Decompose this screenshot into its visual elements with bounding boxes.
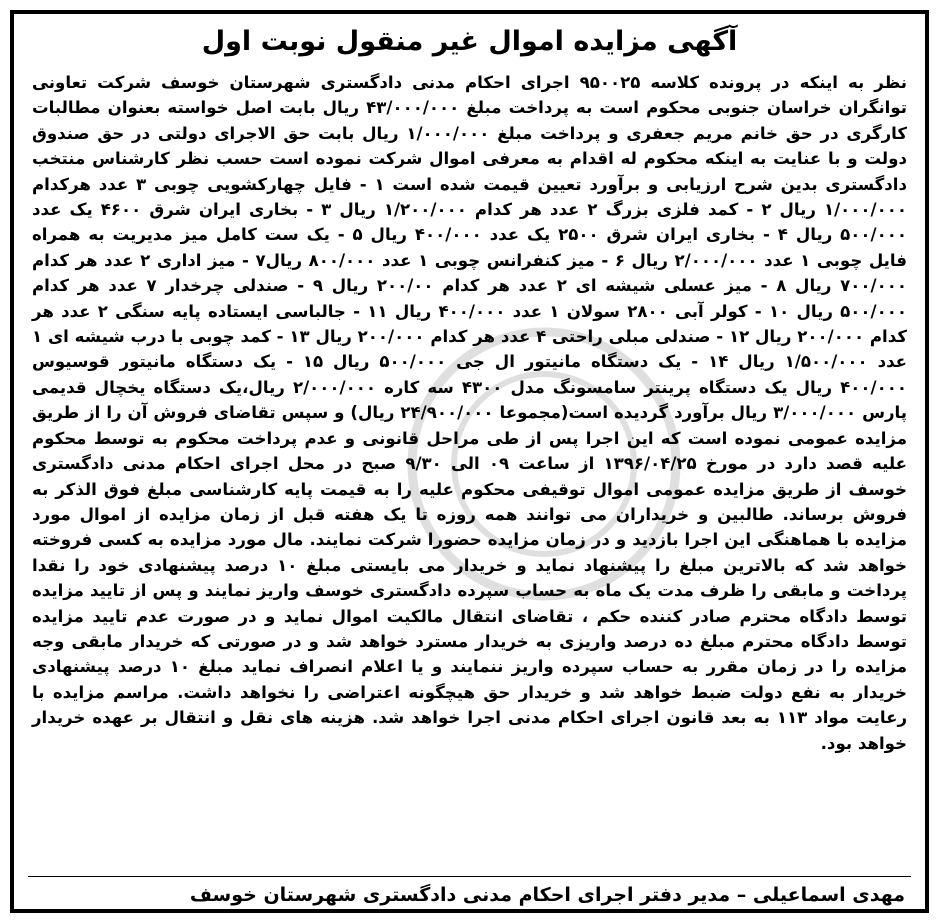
signature-divider: [28, 876, 911, 877]
notice-frame: [10, 10, 929, 913]
notice-body: نظر به اینکه در پرونده کلاسه ۹۵۰۰۲۵ اجرای احکام مدنی دادگستری شهرستان خوسف شرکت تعاونی توانگران خراسان جنوبی محکوم است به پرداخت مبلغ ۴۳/۰۰۰/۰۰۰ ریال بابت اصل خواسته بعنوان مطالبات کارگری در حق خانم مریم جعفری و پرداخت مبلغ ۱/۰۰۰/۰۰۰ ریال بابت حق الاجرای دولتی در حق صندوق دولت و با عنایت به اینکه محکوم له اقدام به معرفی اموال شرکت نموده است حسب نظر کارشناس منتخب دادگستری بدین شرح ارزیابی و برآورد تعیین قیمت شده است ۱ - فایل چهارکشویی چوبی ۳ عدد هرکدام ۱/۰۰۰/۰۰۰ ریال ۲ - کمد فلزی بزرگ ۲ عدد هر کدام ۱/۲۰۰/۰۰۰ ریال ۳ - بخاری ایران شرق ۴۶۰۰ یک عدد ۵۰۰/۰۰۰ ریال ۴ - بخاری ایران شرق ۲۵۰۰ یک عدد ۴۰۰/۰۰۰ ریال ۵ - یک ست کامل میز مدیریت به همراه فایل چوبی ۱ عدد ۲/۰۰۰/۰۰۰ ریال ۶ - میز کنفرانس چوبی ۱ عدد ۸۰۰/۰۰۰ ریال۷ - میز اداری ۲ عدد هر کدام ۷۰۰/۰۰۰ ریال ۸ - میز عسلی شیشه ای ۲ عدد هر کدام ۲۰۰/۰۰ ریال ۹ - صندلی چرخدار ۷ عدد هر کدام ۵۰۰/۰۰۰ ریال ۱۰ - کولر آبی ۲۸۰۰ سولان ۱ عدد ۴۰۰/۰۰۰ ریال ۱۱ - جالباسی ایستاده پایه سنگی ۲ عدد هر کدام ۲۰۰/۰۰۰ ریال ۱۲ - صندلی مبلی راحتی ۴ عدد هر کدام ۲۰۰/۰۰۰ ریال ۱۳ - کمد چوبی با درب شیشه ای ۱ عدد ۱/۵۰۰/۰۰۰ ریال ۱۴ - یک دستگاه مانیتور ال جی ۵۰۰/۰۰۰ ریال ۱۵ - یک دستگاه مانیتور قوسیوس ۴۰۰/۰۰۰ ریال یک دستگاه پرینتر سامسونگ مدل ۴۳۰۰ سه کاره ۲/۰۰۰/۰۰۰ ریال،یک دستگاه یخچال قدیمی پارس ۳/۰۰۰/۰۰۰ ریال برآورد گردیده است(مجموعا ۲۴/۹۰۰/۰۰۰ ریال) و سپس تقاضای فروش آن را از طریق مزایده عمومی نموده است که این اجرا پس از طی مراحل قانونی و عدم پرداخت محکوم به توسط محکوم علیه قصد دارد در مورخ ۱۳۹۶/۰۴/۲۵ از ساعت ۰۹ الی ۹/۳۰ صبح در محل اجرای احکام مدنی دادگستری خوسف از طریق مزایده عمومی اموال توقیفی محکوم علیه را به قیمت پایه کارشناسی مبلغ فوق الذکر به فروش برساند. طالبین و خریداران می توانند همه روزه تا یک هفته قبل از زمان مزایده از اموال مورد مزایده با هماهنگی این اجرا بازدید و در زمان مزایده حضورا شرکت نمایند. مال مورد مزایده به کسی فروخته خواهد شد که بالاترین مبلغ را پیشنهاد نماید و خریدار می بایستی مبلغ ۱۰ درصد پیشنهادی خود را نقدا پرداخت و مابقی را ظرف مدت یک ماه به حساب سپرده دادگستری خوسف واریز نمایند و پس از تایید مزایده توسط دادگاه محترم صادر کننده حکم ، تقاضای انتقال مالکیت اموال نماید و در صورت عدم تایید مزایده توسط دادگاه محترم مبلغ ده درصد واریزی به خریدار مسترد خواهد شد و در صورتی که خریدار مابقی وجه مزایده را در زمان مقرر به حساب سپرده واریز ننمایند و یا اعلام انصراف نماید مبلغ ۱۰ درصد پیشنهادی خریدار به نفع دولت ضبط خواهد شد و خریدار حق هیچگونه اعتراضی را نخواهد داشت. مراسم مزایده با رعایت مواد ۱۱۳ به بعد قانون اجرای احکام مدنی اجرا خواهد شد. هزینه های نقل و انتقال بر عهده خریدار خواهد بود.: [32, 73, 908, 753]
notice-title: آگهی مزایده اموال غیر منقول نوبت اول: [201, 26, 738, 57]
notice-signature: مهدی اسماعیلی – مدیر دفتر اجرای احکام مدنی دادگستری شهرستان خوسف: [189, 884, 905, 906]
